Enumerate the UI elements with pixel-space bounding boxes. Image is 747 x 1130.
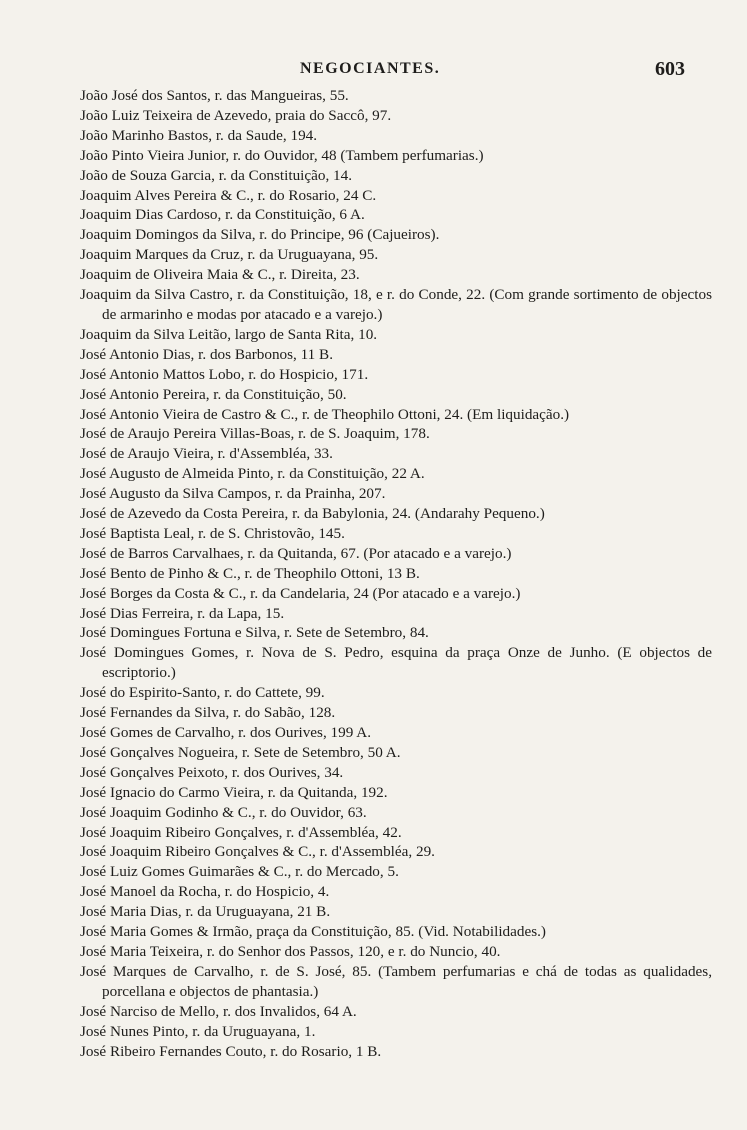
list-item: José Gomes de Carvalho, r. dos Ourives, 199 A. [80, 724, 372, 741]
list-item: José Gonçalves Nogueira, r. Sete de Setembro, 50 A. [80, 743, 401, 761]
list-item: João Pinto Vieira Junior, r. do Ouvidor, 48 (Tambem perfumarias.) [80, 146, 484, 164]
merchant-list [80, 86, 712, 1061]
list-item: José Ignacio do Carmo Vieira, r. da Quitanda, 192. [80, 783, 388, 801]
list-item: João de Souza Garcia, r. da Constituição, 14. [80, 166, 353, 184]
list-item: José Augusto da Silva Campos, r. da Prainha, 207. [80, 485, 386, 503]
list-item: José Marques de Carvalho, r. de S. José, 85. (Tambem perfumarias e chá de todas as qualidades, porcellana e objectos de phantasia.) [80, 962, 712, 1000]
list-item: Joaquim Domingos da Silva, r. do Principe, 96 (Cajueiros). [80, 226, 440, 244]
list-item: José Domingues Fortuna e Silva, r. Sete de Setembro, 84. [80, 624, 429, 642]
list-item: José Ribeiro Fernandes Couto, r. do Rosario, 1 B. [80, 1042, 382, 1060]
list-item: José Antonio Mattos Lobo, r. do Hospicio, 171. [80, 365, 369, 383]
list-item: José Fernandes da Silva, r. do Sabão, 128. [80, 704, 336, 722]
list-item: José Joaquim Ribeiro Gonçalves & C., r. d'Assembléa, 29. [80, 843, 435, 861]
list-item: José Luiz Gomes Guimarães & C., r. do Mercado, 5. [80, 863, 399, 881]
list-item: Joaquim da Silva Leitão, largo de Santa Rita, 10. [80, 325, 378, 343]
list-item: José Antonio Vieira de Castro & C., r. de Theophilo Ottoni, 24. (Em liquidação.) [80, 405, 570, 423]
list-item: José de Azevedo da Costa Pereira, r. da Babylonia, 24. (Andarahy Pequeno.) [80, 505, 545, 523]
page-header [0, 60, 747, 82]
list-item: José Joaquim Godinho & C., r. do Ouvidor, 63. [80, 803, 367, 821]
list-item: José Antonio Pereira, r. da Constituição, 50. [80, 385, 347, 403]
list-item: José Joaquim Ribeiro Gonçalves, r. d'Assembléa, 42. [80, 823, 402, 841]
page-title: NEGOCIANTES. [300, 60, 441, 77]
list-item: José de Araujo Pereira Villas-Boas, r. de S. Joaquim, 178. [80, 425, 430, 443]
list-item: José Maria Dias, r. da Uruguayana, 21 B. [80, 903, 331, 921]
list-item: José Manoel da Rocha, r. do Hospicio, 4. [80, 883, 330, 901]
list-item: José Bento de Pinho & C., r. de Theophilo Ottoni, 13 B. [80, 564, 420, 582]
list-item: José Domingues Gomes, r. Nova de S. Pedro, esquina da praça Onze de Junho. (E objectos de escriptorio.) [80, 644, 712, 682]
list-item: Joaquim Alves Pereira & C., r. do Rosario, 24 C. [80, 186, 377, 204]
list-item: José de Araujo Vieira, r. d'Assembléa, 33. [80, 445, 333, 463]
list-item: José Nunes Pinto, r. da Uruguayana, 1. [80, 1022, 316, 1040]
list-item: João José dos Santos, r. das Mangueiras, 55. [80, 87, 349, 104]
list-item: José Borges da Costa & C., r. da Candelaria, 24 (Por atacado e a varejo.) [80, 584, 521, 602]
list-item: José Gonçalves Peixoto, r. dos Ourives, 34. [80, 763, 344, 781]
list-item: José Baptista Leal, r. de S. Christovão, 145. [80, 524, 345, 542]
list-item: João Marinho Bastos, r. da Saude, 194. [80, 126, 318, 144]
list-item: Joaquim Dias Cardoso, r. da Constituição, 6 A. [80, 206, 365, 224]
list-item: Joaquim Marques da Cruz, r. da Uruguayana, 95. [80, 246, 379, 264]
list-item: José Narciso de Mello, r. dos Invalidos, 64 A. [80, 1002, 357, 1020]
list-item: José Antonio Dias, r. dos Barbonos, 11 B. [80, 345, 333, 363]
list-item: Joaquim da Silva Castro, r. da Constituição, 18, e r. do Conde, 22. (Com grande sortimento de objectos de armarinho e modas por atacado e a varejo.) [80, 286, 712, 323]
list-item: Joaquim de Oliveira Maia & C., r. Direita, 23. [80, 266, 360, 284]
list-item: José do Espirito-Santo, r. do Cattete, 99. [80, 684, 325, 702]
list-item: José Dias Ferreira, r. da Lapa, 15. [80, 604, 285, 622]
list-item: João Luiz Teixeira de Azevedo, praia do Saccô, 97. [80, 106, 392, 124]
list-item: José Maria Gomes & Irmão, praça da Constituição, 85. (Vid. Notabilidades.) [80, 923, 546, 941]
list-item: José Augusto de Almeida Pinto, r. da Constituição, 22 A. [80, 465, 425, 483]
list-item: José de Barros Carvalhaes, r. da Quitanda, 67. (Por atacado e a varejo.) [80, 544, 512, 562]
list-item: José Maria Teixeira, r. do Senhor dos Passos, 120, e r. do Nuncio, 40. [80, 942, 501, 960]
page-number: 603 [655, 58, 685, 80]
